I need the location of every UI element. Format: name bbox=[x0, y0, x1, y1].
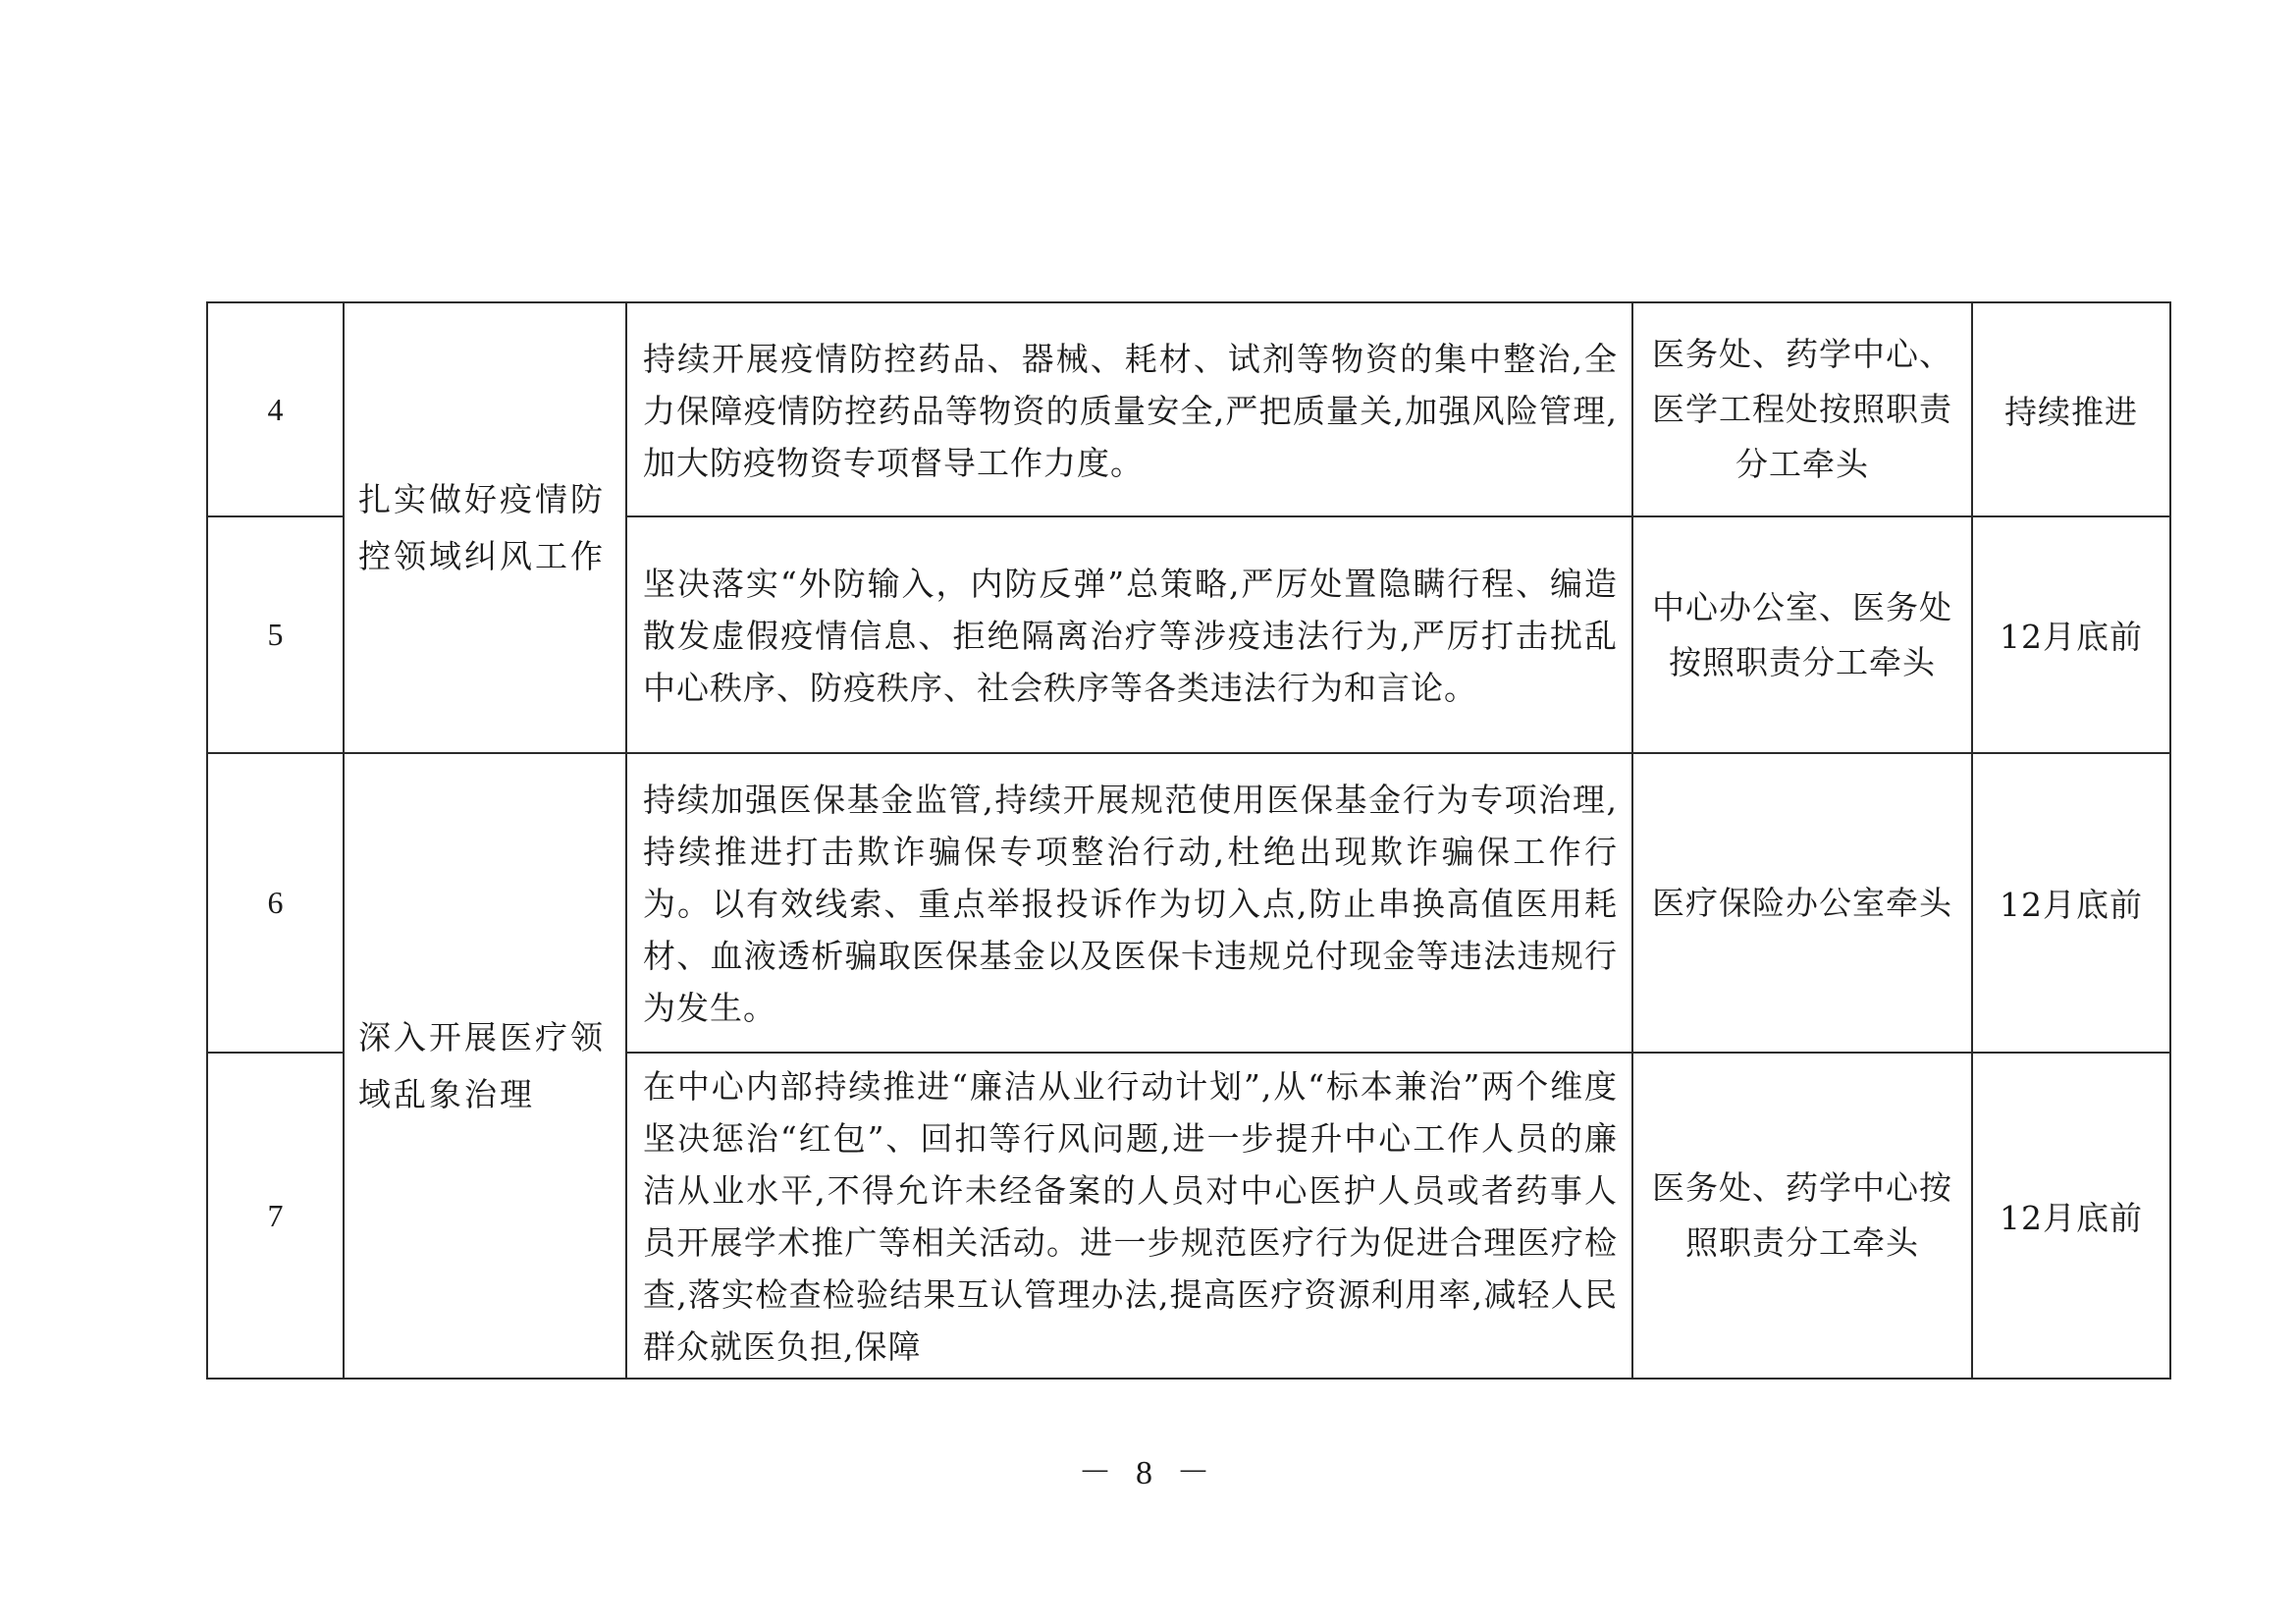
row-number: 4 bbox=[207, 302, 344, 516]
row-number: 6 bbox=[207, 753, 344, 1053]
task-description-text: 持续开展疫情防控药品、器械、耗材、试剂等物资的集中整治,全力保障疫情防控药品等物资的质量安全,严把质量关,加强风险管理,加大防疫物资专项督导工作力度。 bbox=[643, 339, 1618, 482]
responsible-unit bbox=[1632, 753, 1972, 1053]
deadline: 12月底前 bbox=[1972, 753, 2170, 1053]
category-cell bbox=[344, 302, 626, 753]
responsible-unit bbox=[1632, 516, 1972, 753]
task-description bbox=[626, 1053, 1632, 1379]
category-label: 深入开展医疗领域乱象治理 bbox=[358, 1017, 606, 1113]
table-row bbox=[207, 302, 2170, 516]
task-description bbox=[626, 753, 1632, 1053]
responsible-unit-text: 医务处、药学中心、医学工程处按照职责分工牵头 bbox=[1652, 335, 1952, 483]
responsible-unit bbox=[1632, 1053, 1972, 1379]
task-description bbox=[626, 516, 1632, 753]
task-description bbox=[626, 302, 1632, 516]
row-number: 5 bbox=[207, 516, 344, 753]
task-table bbox=[206, 301, 2171, 1380]
responsible-unit-text: 医疗保险办公室牵头 bbox=[1652, 883, 1952, 922]
task-description-text: 持续加强医保基金监管,持续开展规范使用医保基金行为专项治理,持续推进打击欺诈骗保专项整治行动,杜绝出现欺诈骗保工作行为。以有效线索、重点举报投诉作为切入点,防止串换高值医用耗材、血液透析骗取医保基金以及医保卡违规兑付现金等违法违规行为发生。 bbox=[643, 781, 1618, 1027]
task-description-text: 坚决落实“外防输入，内防反弹”总策略,严厉处置隐瞒行程、编造散发虚假疫情信息、拒绝隔离治疗等涉疫违法行为,严厉打击扰乱中心秩序、防疫秩序、社会秩序等各类违法行为和言论。 bbox=[643, 565, 1618, 707]
table-row bbox=[207, 753, 2170, 1053]
deadline: 12月底前 bbox=[1972, 1053, 2170, 1379]
responsible-unit-text: 医务处、药学中心按照职责分工牵头 bbox=[1652, 1168, 1952, 1262]
deadline: 12月底前 bbox=[1972, 516, 2170, 753]
row-number: 7 bbox=[207, 1053, 344, 1379]
responsible-unit bbox=[1632, 302, 1972, 516]
page-number: － 8 － bbox=[1078, 1455, 1218, 1491]
category-cell bbox=[344, 753, 626, 1379]
responsible-unit-text: 中心办公室、医务处按照职责分工牵头 bbox=[1652, 587, 1952, 681]
task-description-text: 在中心内部持续推进“廉洁从业行动计划”,从“标本兼治”两个维度坚决惩治“红包”、回扣等行风问题,进一步提升中心工作人员的廉洁从业水平,不得允许未经备案的人员对中心医护人员或者药事人员开展学术推广等相关活动。进一步规范医疗行为促进合理医疗检查,落实检查检验结果互认管理办法,提高医疗资源利用率,减轻人民群众就医负担,保障 bbox=[643, 1067, 1618, 1366]
deadline: 持续推进 bbox=[1972, 302, 2170, 516]
category-label: 扎实做好疫情防控领域纠风工作 bbox=[358, 479, 606, 575]
